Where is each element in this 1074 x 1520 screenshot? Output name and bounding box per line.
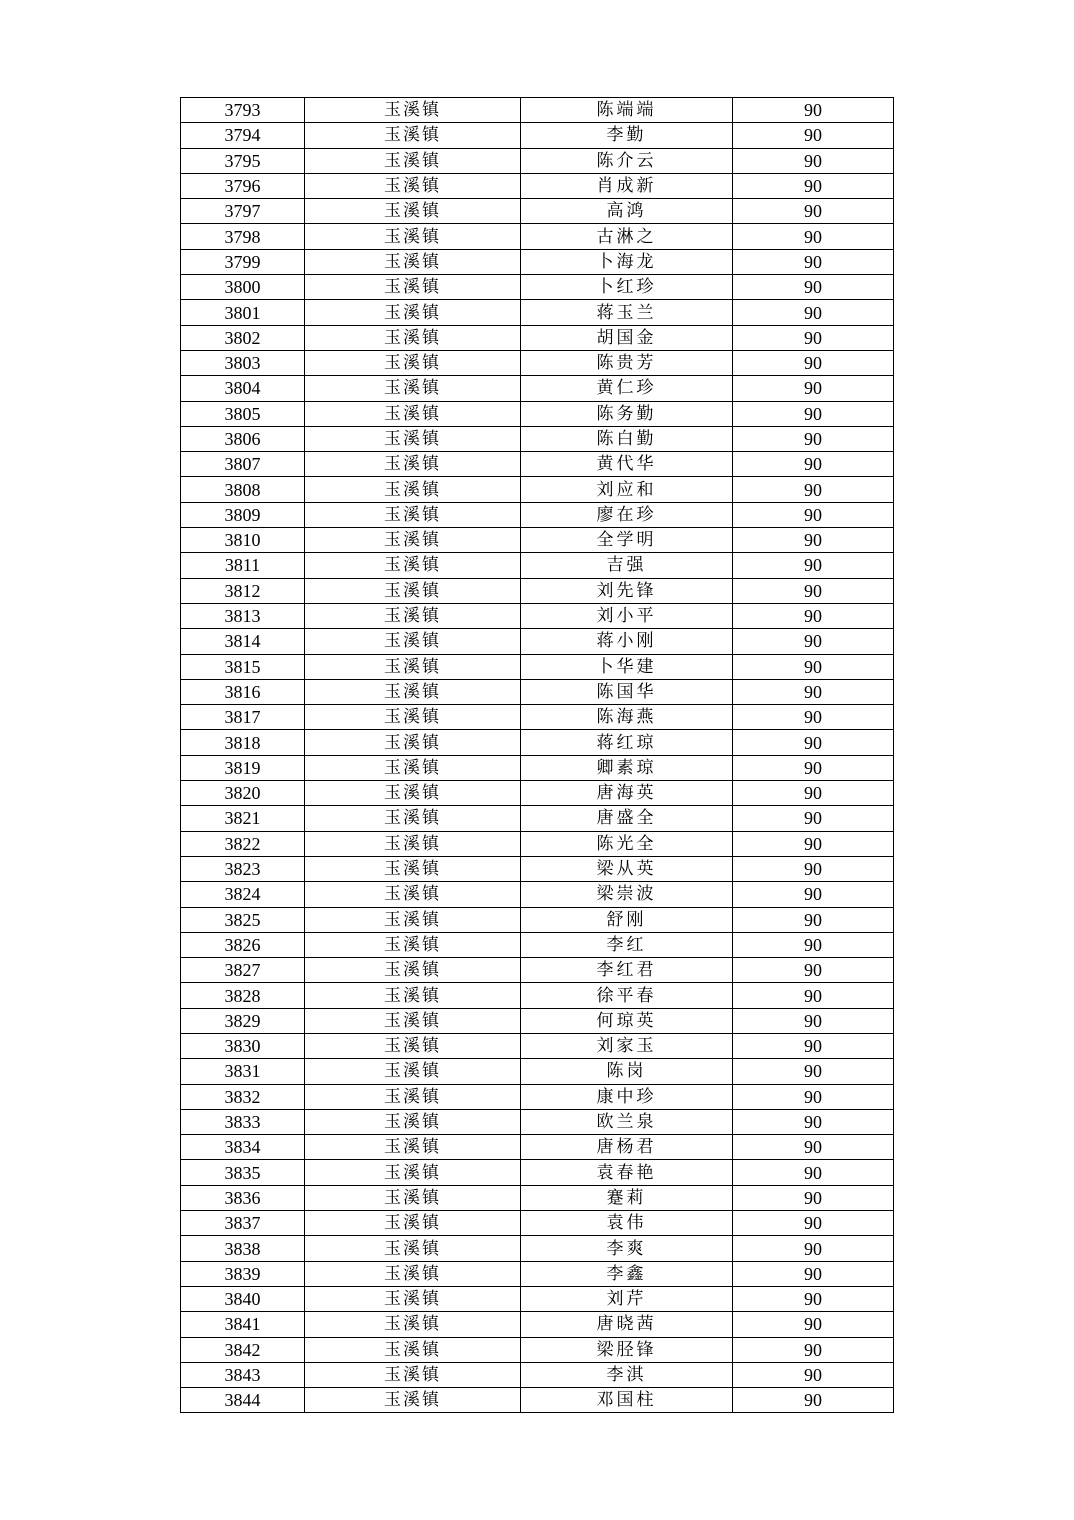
cell-score: 90 — [733, 148, 894, 173]
cell-town: 玉溪镇 — [305, 123, 521, 148]
cell-town: 玉溪镇 — [305, 755, 521, 780]
cell-name: 李勤 — [521, 123, 733, 148]
table-row — [181, 300, 894, 325]
cell-name: 陈介云 — [521, 148, 733, 173]
cell-number: 3827 — [181, 958, 305, 983]
cell-town: 玉溪镇 — [305, 426, 521, 451]
cell-town: 玉溪镇 — [305, 578, 521, 603]
cell-number: 3823 — [181, 856, 305, 881]
cell-score: 90 — [733, 781, 894, 806]
cell-name: 蒋红琼 — [521, 730, 733, 755]
cell-number: 3818 — [181, 730, 305, 755]
cell-name: 李爽 — [521, 1236, 733, 1261]
cell-town: 玉溪镇 — [305, 831, 521, 856]
table-row — [181, 1388, 894, 1413]
table-row — [181, 983, 894, 1008]
table-row — [181, 199, 894, 224]
cell-town: 玉溪镇 — [305, 376, 521, 401]
cell-number: 3805 — [181, 401, 305, 426]
cell-score: 90 — [733, 1059, 894, 1084]
cell-score: 90 — [733, 1160, 894, 1185]
cell-score: 90 — [733, 1362, 894, 1387]
cell-score: 90 — [733, 1388, 894, 1413]
cell-number: 3796 — [181, 173, 305, 198]
cell-name: 唐晓茜 — [521, 1312, 733, 1337]
cell-name: 唐杨君 — [521, 1135, 733, 1160]
cell-name: 卜红珍 — [521, 275, 733, 300]
cell-town: 玉溪镇 — [305, 654, 521, 679]
cell-town: 玉溪镇 — [305, 679, 521, 704]
table-row — [181, 1211, 894, 1236]
table-row — [181, 553, 894, 578]
cell-number: 3831 — [181, 1059, 305, 1084]
table-row — [181, 806, 894, 831]
cell-town: 玉溪镇 — [305, 856, 521, 881]
cell-name: 陈光全 — [521, 831, 733, 856]
cell-score: 90 — [733, 1008, 894, 1033]
cell-number: 3803 — [181, 350, 305, 375]
cell-score: 90 — [733, 1286, 894, 1311]
cell-number: 3798 — [181, 224, 305, 249]
cell-score: 90 — [733, 856, 894, 881]
cell-name: 康中珍 — [521, 1084, 733, 1109]
cell-town: 玉溪镇 — [305, 1008, 521, 1033]
cell-name: 陈国华 — [521, 679, 733, 704]
cell-number: 3814 — [181, 629, 305, 654]
cell-number: 3811 — [181, 553, 305, 578]
cell-town: 玉溪镇 — [305, 1286, 521, 1311]
cell-number: 3794 — [181, 123, 305, 148]
cell-name: 廖在珍 — [521, 502, 733, 527]
cell-number: 3841 — [181, 1312, 305, 1337]
cell-town: 玉溪镇 — [305, 452, 521, 477]
cell-score: 90 — [733, 528, 894, 553]
cell-number: 3825 — [181, 907, 305, 932]
cell-name: 陈海燕 — [521, 705, 733, 730]
cell-name: 袁春艳 — [521, 1160, 733, 1185]
table-row — [181, 98, 894, 123]
table-row — [181, 1362, 894, 1387]
cell-town: 玉溪镇 — [305, 477, 521, 502]
cell-name: 卜华建 — [521, 654, 733, 679]
cell-number: 3822 — [181, 831, 305, 856]
cell-number: 3793 — [181, 98, 305, 123]
cell-score: 90 — [733, 1261, 894, 1286]
table-row — [181, 502, 894, 527]
table-row — [181, 882, 894, 907]
cell-name: 陈贵芳 — [521, 350, 733, 375]
cell-town: 玉溪镇 — [305, 781, 521, 806]
cell-town: 玉溪镇 — [305, 1109, 521, 1134]
cell-number: 3808 — [181, 477, 305, 502]
cell-number: 3799 — [181, 249, 305, 274]
table-row — [181, 603, 894, 628]
cell-name: 舒刚 — [521, 907, 733, 932]
cell-number: 3844 — [181, 1388, 305, 1413]
cell-town: 玉溪镇 — [305, 1312, 521, 1337]
cell-name: 刘小平 — [521, 603, 733, 628]
cell-town: 玉溪镇 — [305, 882, 521, 907]
cell-name: 唐海英 — [521, 781, 733, 806]
table-row — [181, 629, 894, 654]
table-row — [181, 325, 894, 350]
cell-score: 90 — [733, 1236, 894, 1261]
cell-score: 90 — [733, 502, 894, 527]
cell-score: 90 — [733, 730, 894, 755]
cell-name: 肖成新 — [521, 173, 733, 198]
cell-town: 玉溪镇 — [305, 249, 521, 274]
cell-score: 90 — [733, 1109, 894, 1134]
cell-number: 3828 — [181, 983, 305, 1008]
table-row — [181, 1286, 894, 1311]
cell-score: 90 — [733, 603, 894, 628]
cell-name: 李红君 — [521, 958, 733, 983]
cell-number: 3832 — [181, 1084, 305, 1109]
table-row — [181, 528, 894, 553]
cell-score: 90 — [733, 1033, 894, 1058]
cell-number: 3801 — [181, 300, 305, 325]
cell-score: 90 — [733, 224, 894, 249]
cell-number: 3829 — [181, 1008, 305, 1033]
cell-name: 陈白勤 — [521, 426, 733, 451]
cell-name: 古淋之 — [521, 224, 733, 249]
cell-town: 玉溪镇 — [305, 806, 521, 831]
cell-score: 90 — [733, 705, 894, 730]
cell-number: 3826 — [181, 932, 305, 957]
cell-number: 3797 — [181, 199, 305, 224]
cell-number: 3815 — [181, 654, 305, 679]
cell-name: 全学明 — [521, 528, 733, 553]
cell-score: 90 — [733, 249, 894, 274]
cell-score: 90 — [733, 1312, 894, 1337]
cell-score: 90 — [733, 629, 894, 654]
cell-town: 玉溪镇 — [305, 224, 521, 249]
cell-town: 玉溪镇 — [305, 1362, 521, 1387]
cell-name: 梁从英 — [521, 856, 733, 881]
cell-town: 玉溪镇 — [305, 401, 521, 426]
cell-town: 玉溪镇 — [305, 1236, 521, 1261]
table-row — [181, 224, 894, 249]
cell-score: 90 — [733, 907, 894, 932]
cell-score: 90 — [733, 1135, 894, 1160]
cell-score: 90 — [733, 300, 894, 325]
table-row — [181, 1059, 894, 1084]
cell-score: 90 — [733, 477, 894, 502]
cell-score: 90 — [733, 679, 894, 704]
cell-name: 梁崇波 — [521, 882, 733, 907]
cell-number: 3812 — [181, 578, 305, 603]
cell-score: 90 — [733, 578, 894, 603]
cell-name: 李淇 — [521, 1362, 733, 1387]
table-row — [181, 1109, 894, 1134]
cell-number: 3819 — [181, 755, 305, 780]
table-row — [181, 452, 894, 477]
table-row — [181, 958, 894, 983]
cell-number: 3830 — [181, 1033, 305, 1058]
cell-score: 90 — [733, 831, 894, 856]
table-row — [181, 730, 894, 755]
cell-number: 3807 — [181, 452, 305, 477]
table-row — [181, 376, 894, 401]
table-row — [181, 1084, 894, 1109]
cell-town: 玉溪镇 — [305, 1160, 521, 1185]
table-row — [181, 401, 894, 426]
cell-score: 90 — [733, 1185, 894, 1210]
cell-town: 玉溪镇 — [305, 1211, 521, 1236]
cell-town: 玉溪镇 — [305, 173, 521, 198]
cell-number: 3840 — [181, 1286, 305, 1311]
cell-name: 刘应和 — [521, 477, 733, 502]
cell-name: 黄仁珍 — [521, 376, 733, 401]
cell-name: 欧兰泉 — [521, 1109, 733, 1134]
table-row — [181, 932, 894, 957]
cell-town: 玉溪镇 — [305, 300, 521, 325]
cell-town: 玉溪镇 — [305, 730, 521, 755]
cell-score: 90 — [733, 325, 894, 350]
cell-number: 3835 — [181, 1160, 305, 1185]
cell-number: 3839 — [181, 1261, 305, 1286]
cell-name: 李鑫 — [521, 1261, 733, 1286]
cell-score: 90 — [733, 426, 894, 451]
cell-score: 90 — [733, 376, 894, 401]
cell-town: 玉溪镇 — [305, 1135, 521, 1160]
cell-name: 高鸿 — [521, 199, 733, 224]
cell-score: 90 — [733, 958, 894, 983]
cell-score: 90 — [733, 882, 894, 907]
cell-name: 袁伟 — [521, 1211, 733, 1236]
cell-town: 玉溪镇 — [305, 705, 521, 730]
cell-number: 3842 — [181, 1337, 305, 1362]
table-row — [181, 781, 894, 806]
cell-score: 90 — [733, 755, 894, 780]
cell-name: 黄代华 — [521, 452, 733, 477]
cell-score: 90 — [733, 654, 894, 679]
cell-score: 90 — [733, 173, 894, 198]
table-row — [181, 1185, 894, 1210]
cell-town: 玉溪镇 — [305, 148, 521, 173]
table-row — [181, 1236, 894, 1261]
cell-number: 3800 — [181, 275, 305, 300]
cell-score: 90 — [733, 199, 894, 224]
table-row — [181, 856, 894, 881]
cell-number: 3817 — [181, 705, 305, 730]
cell-name: 刘芹 — [521, 1286, 733, 1311]
table-row — [181, 477, 894, 502]
cell-score: 90 — [733, 1211, 894, 1236]
cell-name: 蒋玉兰 — [521, 300, 733, 325]
cell-name: 刘先锋 — [521, 578, 733, 603]
cell-town: 玉溪镇 — [305, 275, 521, 300]
cell-town: 玉溪镇 — [305, 1084, 521, 1109]
cell-number: 3810 — [181, 528, 305, 553]
cell-name: 蒋小刚 — [521, 629, 733, 654]
table-row — [181, 831, 894, 856]
cell-town: 玉溪镇 — [305, 1059, 521, 1084]
cell-name: 徐平春 — [521, 983, 733, 1008]
cell-name: 刘家玉 — [521, 1033, 733, 1058]
table-row — [181, 1337, 894, 1362]
cell-town: 玉溪镇 — [305, 603, 521, 628]
cell-number: 3804 — [181, 376, 305, 401]
cell-score: 90 — [733, 1337, 894, 1362]
cell-town: 玉溪镇 — [305, 350, 521, 375]
cell-name: 陈端端 — [521, 98, 733, 123]
table-row — [181, 1033, 894, 1058]
cell-number: 3816 — [181, 679, 305, 704]
cell-number: 3837 — [181, 1211, 305, 1236]
cell-name: 吉强 — [521, 553, 733, 578]
cell-score: 90 — [733, 553, 894, 578]
roster-table — [180, 97, 894, 1413]
cell-town: 玉溪镇 — [305, 629, 521, 654]
cell-town: 玉溪镇 — [305, 553, 521, 578]
table-row — [181, 148, 894, 173]
cell-town: 玉溪镇 — [305, 1033, 521, 1058]
cell-score: 90 — [733, 932, 894, 957]
cell-town: 玉溪镇 — [305, 932, 521, 957]
cell-name: 蹇莉 — [521, 1185, 733, 1210]
cell-town: 玉溪镇 — [305, 983, 521, 1008]
cell-town: 玉溪镇 — [305, 1388, 521, 1413]
table-row — [181, 1160, 894, 1185]
cell-town: 玉溪镇 — [305, 1185, 521, 1210]
cell-score: 90 — [733, 806, 894, 831]
cell-number: 3806 — [181, 426, 305, 451]
cell-town: 玉溪镇 — [305, 907, 521, 932]
cell-name: 何琼英 — [521, 1008, 733, 1033]
table-row — [181, 350, 894, 375]
cell-score: 90 — [733, 98, 894, 123]
table-row — [181, 426, 894, 451]
cell-town: 玉溪镇 — [305, 98, 521, 123]
table-row — [181, 679, 894, 704]
cell-score: 90 — [733, 123, 894, 148]
table-row — [181, 755, 894, 780]
cell-number: 3843 — [181, 1362, 305, 1387]
cell-score: 90 — [733, 452, 894, 477]
cell-name: 梁胫锋 — [521, 1337, 733, 1362]
cell-name: 唐盛全 — [521, 806, 733, 831]
cell-town: 玉溪镇 — [305, 528, 521, 553]
table-row — [181, 249, 894, 274]
table-row — [181, 654, 894, 679]
cell-name: 卿素琼 — [521, 755, 733, 780]
cell-number: 3821 — [181, 806, 305, 831]
cell-town: 玉溪镇 — [305, 958, 521, 983]
cell-number: 3824 — [181, 882, 305, 907]
cell-name: 邓国柱 — [521, 1388, 733, 1413]
cell-number: 3795 — [181, 148, 305, 173]
cell-number: 3809 — [181, 502, 305, 527]
cell-number: 3813 — [181, 603, 305, 628]
cell-score: 90 — [733, 275, 894, 300]
cell-town: 玉溪镇 — [305, 325, 521, 350]
cell-number: 3820 — [181, 781, 305, 806]
cell-name: 卜海龙 — [521, 249, 733, 274]
cell-number: 3833 — [181, 1109, 305, 1134]
roster-table-body — [181, 98, 894, 1413]
table-row — [181, 1261, 894, 1286]
cell-town: 玉溪镇 — [305, 1261, 521, 1286]
cell-number: 3802 — [181, 325, 305, 350]
table-row — [181, 275, 894, 300]
table-row — [181, 705, 894, 730]
table-row — [181, 1135, 894, 1160]
cell-name: 胡国金 — [521, 325, 733, 350]
cell-number: 3836 — [181, 1185, 305, 1210]
cell-score: 90 — [733, 1084, 894, 1109]
table-row — [181, 173, 894, 198]
table-row — [181, 578, 894, 603]
cell-number: 3834 — [181, 1135, 305, 1160]
table-row — [181, 1008, 894, 1033]
cell-name: 李红 — [521, 932, 733, 957]
cell-name: 陈岗 — [521, 1059, 733, 1084]
cell-score: 90 — [733, 401, 894, 426]
table-row — [181, 907, 894, 932]
cell-town: 玉溪镇 — [305, 502, 521, 527]
cell-town: 玉溪镇 — [305, 199, 521, 224]
cell-score: 90 — [733, 983, 894, 1008]
table-row — [181, 1312, 894, 1337]
cell-score: 90 — [733, 350, 894, 375]
table-row — [181, 123, 894, 148]
cell-name: 陈务勤 — [521, 401, 733, 426]
cell-number: 3838 — [181, 1236, 305, 1261]
cell-town: 玉溪镇 — [305, 1337, 521, 1362]
